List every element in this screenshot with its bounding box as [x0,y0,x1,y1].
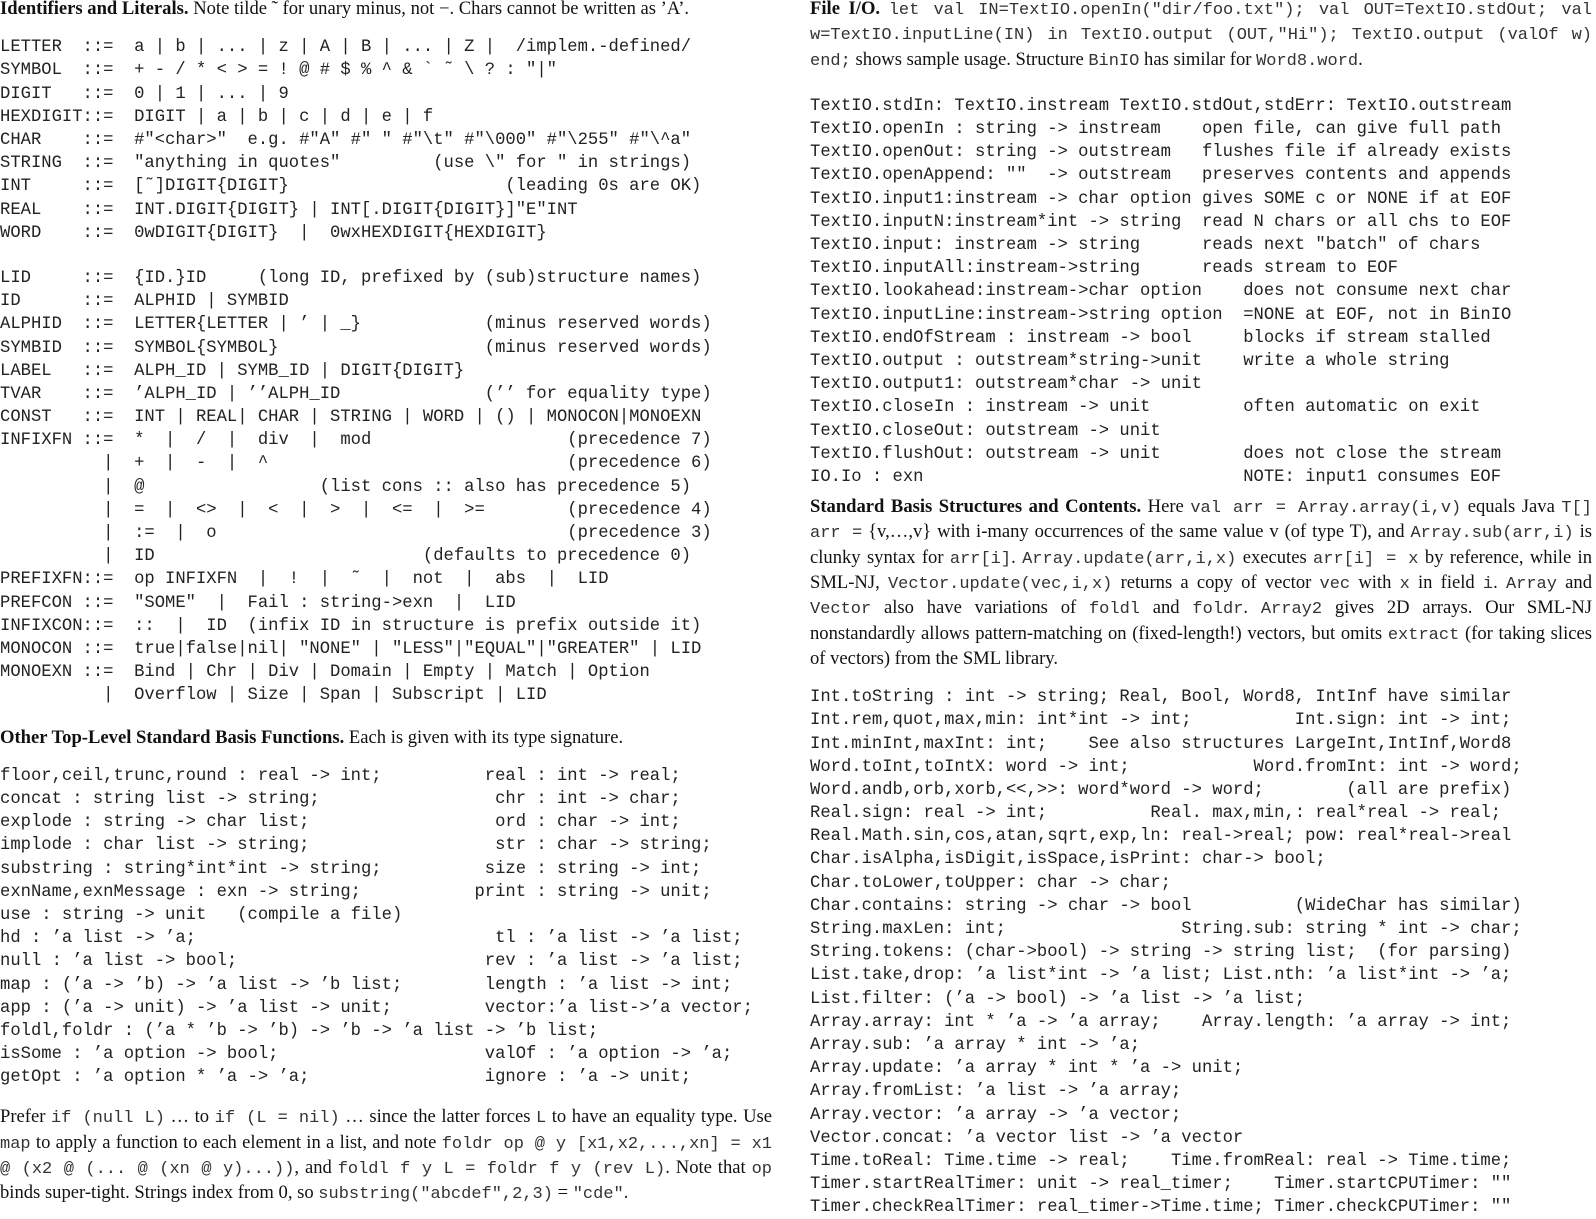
code-line: PREFCON ::= "SOME" | Fail : string->exn | LID [0,593,516,613]
code-line: TextIO.inputN:instream*int -> string read N chars or all chs to EOF [810,212,1512,232]
code-line: TextIO.endOfStream : instream -> bool blocks if stream stalled [810,328,1491,348]
code-line: foldl,foldr : (’a * ’b -> ’b) -> ’b -> ’a list -> ’b list; [0,1021,599,1041]
text: returns a copy of vector [1112,571,1320,593]
right-column [810,0,1592,1219]
basis-structures-block [810,686,1592,1219]
textio-function-block [810,95,1592,489]
code: Array.update(arr,i,x) [1022,549,1237,569]
code-line: TextIO.openOut: string -> outstream flushes file if already exists [810,143,1512,163]
code-line: List.filter: (’a -> bool) -> ’a list -> ’a list; [810,989,1306,1009]
text: . [1243,597,1261,619]
section-heading-identifiers: Identifiers and Literals. [0,0,189,19]
text: shows sample usage. Structure [850,48,1089,70]
code-line: WORD ::= 0wDIGIT{DIGIT} | 0wxHEXDIGIT{HEXDIGIT} [0,223,547,243]
code-line: Real.sign: real -> int; Real. max,min,: real*real -> real; [810,804,1502,824]
code-line: List.take,drop: ’a list*int -> ’a list; List.nth: ’a list*int -> ’a; [810,966,1512,986]
code: BinIO [1088,51,1140,71]
code-line: TVAR ::= ’ALPH_ID | ’’ALPH_ID (’’ for equality type) [0,384,712,404]
text: is clunky syntax for [810,521,1592,568]
code-line: hd : ’a list -> ’a; tl : ’a list -> ’a list; [0,929,743,949]
text: also have variations of [871,597,1089,619]
text: {v,…,v} with i-many occurrences of the same value v (of type T), and [862,521,1411,543]
code: foldr [1192,600,1244,620]
text: . [1011,546,1023,568]
text: equals Java [1461,496,1562,518]
code: Vector.update(vec,i,x) [887,574,1113,594]
text: … to [164,1106,215,1128]
text: Here [1141,496,1191,518]
code-line: TextIO.stdIn: TextIO.instream TextIO.stdOut,stdErr: TextIO.outstream [810,96,1512,116]
section-heading-file-io: File I/O. [810,0,881,19]
text: . [623,1182,629,1204]
code: if (L = nil) [214,1109,340,1129]
code-line: String.tokens: (char->bool) -> string -> string list; (for parsing) [810,943,1512,963]
code-line: TextIO.inputAll:instream->string reads stream to EOF [810,259,1398,279]
text: binds super-tight. Strings index from 0, so [0,1182,319,1204]
code: map [0,1134,31,1154]
text: . Note that [665,1157,752,1179]
identifiers-intro [0,0,772,20]
code-line: ALPHID ::= LETTER{LETTER | ’ | _} (minus reserved words) [0,315,712,335]
code-line: substring : string*int*int -> string; size : string -> int; [0,859,702,879]
code-line: explode : string -> char list; ord : char -> int; [0,813,681,833]
code: foldl [1088,600,1140,620]
code-line: null : ’a list -> bool; rev : ’a list -> ’a list; [0,952,743,972]
code-line: Int.rem,quot,max,min: int*int -> int; Int.sign: int -> int; [810,711,1512,731]
text: (for taking slices of vectors) from the SML library. [810,622,1592,669]
code-line: getOpt : ’a option * ’a -> ’a; ignore : ’a -> unit; [0,1068,692,1088]
text: and [1139,597,1193,619]
code-line: | := | o (precedence 3) [0,524,712,544]
code: T[] arr = [810,499,1592,544]
code: foldl f y L = foldr f y (rev L) [337,1160,666,1180]
code-line: TextIO.closeOut: outstream -> unit [810,421,1161,441]
code-line: TextIO.input1:instream -> char option gives SOME c or NONE if at EOF [810,189,1512,209]
text: and [1556,571,1593,593]
prefer-paragraph [0,1105,772,1206]
code: arr[i] [949,549,1012,569]
code-line: app : (’a -> unit) -> ’a list -> unit; vector:’a list->’a vector; [0,998,753,1018]
code-line: Array.vector: ’a array -> ’a vector; [810,1105,1182,1125]
code: Array.sub(arr,i) [1410,524,1574,544]
identifiers-intro-text: Note tilde ˜ for unary minus, not −. Chars cannot be written as ’A’. [193,0,690,19]
code-line: SYMBID ::= SYMBOL{SYMBOL} (minus reserved words) [0,338,712,358]
code-line: Char.isAlpha,isDigit,isSpace,isPrint: char-> bool; [810,850,1326,870]
code-line: SYMBOL ::= + - / * < > = ! @ # $ % ^ & ` ˜ \ ? : "|" [0,61,557,81]
code-line: TextIO.closeIn : instream -> unit often automatic on exit [810,398,1481,418]
file-io-intro [810,0,1592,73]
code-line: Array.array: int * ’a -> ’a array; Array.length: ’a array -> int; [810,1012,1512,1032]
text: . [1358,48,1363,70]
code-line: | @ (list cons :: also has precedence 5) [0,477,692,497]
code-line: | Overflow | Size | Span | Subscript | LID [0,686,547,706]
code: Vector [810,600,872,620]
code: Word8.word [1256,51,1359,71]
basis-structures-intro [810,495,1592,670]
code: Array2 [1260,600,1323,620]
text: to have an equality type. Use [546,1106,773,1128]
code: if (null L) [50,1109,165,1129]
code-line: Char.toLower,toUpper: char -> char; [810,873,1171,893]
code-line: INFIXCON::= :: | ID (infix ID in structure is prefix outside it) [0,616,702,636]
code-line: Char.contains: string -> char -> bool (WideChar has similar) [810,896,1522,916]
code-line: Time.toReal: Time.time -> real; Time.fromReal: real -> Time.time; [810,1151,1512,1171]
code-line: REAL ::= INT.DIGIT{DIGIT} | INT[.DIGIT{DIGIT}]"E"INT [0,200,578,220]
code: "cde" [572,1185,624,1205]
code-line: map : (’a -> ’b) -> ’a list -> ’b list; length : ’a list -> int; [0,975,733,995]
grammar-block-identifiers [0,267,772,708]
text: to apply a function to each element in a list, and note [30,1131,442,1153]
code-line: Timer.checkRealTimer: real_timer->Time.time; Timer.checkCPUTimer: "" [810,1198,1512,1218]
code-line: CONST ::= INT | REAL| CHAR | STRING | WORD | () | MONOCON|MONOEXN [0,408,702,428]
code: extract [1387,625,1460,645]
code-line: Array.fromList: ’a list -> ’a array; [810,1082,1182,1102]
code-line: TextIO.input: instream -> string reads next "batch" of chars [810,236,1481,256]
file-io-sample-code: let val IN=TextIO.openIn("dir/foo.txt"); val OUT=TextIO.stdOut; val w=TextIO.inputLine(IN) in TextIO.output (OUT,"Hi"); TextIO.output (valOf w) end; [810,1,1592,71]
other-functions-intro [0,726,772,749]
code-line: LABEL ::= ALPH_ID | SYMB_ID | DIGIT{DIGIT} [0,361,465,381]
code: vec [1319,574,1351,594]
code-line: CHAR ::= #"<char>" e.g. #"A" #" " #"\t" #"\000" #"\255" #"\^a" [0,131,692,151]
code-line: TextIO.output1: outstream*char -> unit [810,375,1202,395]
code-line: INT ::= [˜]DIGIT{DIGIT} (leading 0s are OK) [0,177,702,197]
section-heading-basis-structures: Standard Basis Structures and Contents. [810,496,1142,518]
code-line: Word.andb,orb,xorb,<<,>>: word*word -> word; (all are prefix) [810,780,1512,800]
code: i [1482,574,1494,594]
code-line: implode : char list -> string; str : char -> string; [0,836,712,856]
code-line: Vector.concat: ’a vector list -> ’a vector [810,1128,1244,1148]
code-line: Word.toInt,toIntX: word -> int; Word.fromInt: int -> word; [810,757,1522,777]
text: executes [1236,546,1314,568]
code-line: | = | <> | < | > | <= | >= (precedence 4) [0,500,712,520]
code-line: DIGIT ::= 0 | 1 | ... | 9 [0,84,289,104]
code-line: PREFIXFN::= op INFIXFN | ! | ˜ | not | abs | LID [0,570,609,590]
code-line: TextIO.inputLine:instream->string option =NONE at EOF, not in BinIO [810,305,1512,325]
text: with [1350,571,1400,593]
code: foldr op @ y [x1,x2,...,xn] = x1 @ (x2 @ (... @ (xn @ y)...)) [0,1134,773,1180]
code-line: String.maxLen: int; String.sub: string * int -> char; [810,920,1522,940]
code-line: TextIO.openAppend: "" -> outstream preserves contents and appends [810,166,1512,186]
code-line: exnName,exnMessage : exn -> string; print : string -> unit; [0,882,712,902]
code-line: TextIO.output : outstream*string->unit write a whole string [810,351,1450,371]
text: . [1493,571,1506,593]
code: arr[i] = x [1313,549,1419,569]
code: substring("abcdef",2,3) [318,1185,553,1205]
code-line: ID ::= ALPHID | SYMBID [0,292,289,312]
code-line: INFIXFN ::= * | / | div | mod (precedence 7) [0,431,712,451]
code-line: concat : string list -> string; chr : int -> char; [0,790,681,810]
code-line: MONOCON ::= true|false|nil| "NONE" | "LESS"|"EQUAL"|"GREATER" | LID [0,639,702,659]
code: x [1399,574,1410,594]
code: L [536,1109,547,1129]
code: val arr = Array.array(i,v) [1190,499,1462,519]
code-line: Int.minInt,maxInt: int; See also structures LargeInt,IntInf,Word8 [810,734,1512,754]
code: op [751,1160,772,1180]
left-column [0,0,772,1207]
text: in field [1409,571,1483,593]
code-line: IO.Io : exn NOTE: input1 consumes EOF [810,467,1502,487]
code-line: STRING ::= "anything in quotes" (use \" for " in strings) [0,154,692,174]
code-line: TextIO.flushOut: outstream -> unit does not close the stream [810,444,1502,464]
code-line: Array.sub: ’a array * int -> ’a; [810,1035,1141,1055]
text: … since the latter forces [339,1106,537,1128]
code-line: Array.update: ’a array * int * ’a -> unit; [810,1059,1244,1079]
code-line: LID ::= {ID.}ID (long ID, prefixed by (sub)structure names) [0,268,702,288]
code-line: Int.toString : int -> string; Real, Bool, Word8, IntInf have similar [810,688,1512,708]
code-line: LETTER ::= a | b | ... | z | A | B | ... | Z | /implem.-defined/ [0,38,692,58]
grammar-block-literals [0,36,772,245]
text: Prefer [0,1106,51,1128]
code-line: TextIO.openIn : string -> instream open file, can give full path [810,120,1502,140]
function-signature-block [0,765,772,1090]
code-line: MONOEXN ::= Bind | Chr | Div | Domain | Empty | Match | Option [0,663,650,683]
code-line: floor,ceil,trunc,round : real -> int; real : int -> real; [0,766,681,786]
text: = [552,1182,573,1204]
text: by reference, while in SML-NJ, [810,546,1592,593]
code-line: | ID (defaults to precedence 0) [0,547,692,567]
code-line: Real.Math.sin,cos,atan,sqrt,exp,ln: real->real; pow: real*real->real [810,827,1512,847]
section-heading-other-functions: Other Top-Level Standard Basis Functions. [0,726,345,748]
text: has similar for [1139,48,1257,70]
code-line: Timer.startRealTimer: unit -> real_timer; Timer.startCPUTimer: "" [810,1175,1512,1195]
code-line: TextIO.lookahead:instream->char option does not consume next char [810,282,1512,302]
code-line: | + | - | ^ (precedence 6) [0,454,712,474]
code: Array [1505,574,1557,594]
other-functions-intro-text: Each is given with its type signature. [348,726,624,748]
code-line: use : string -> unit (compile a file) [0,905,403,925]
text: gives 2D arrays. Our SML-NJ nonstandardly allows pattern-matching on (fixed-length!) vectors, but omits [810,597,1592,644]
code-line: HEXDIGIT::= DIGIT | a | b | c | d | e | f [0,107,434,127]
code-line: isSome : ’a option -> bool; valOf : ’a option -> ’a; [0,1045,733,1065]
text: , and [294,1157,338,1179]
